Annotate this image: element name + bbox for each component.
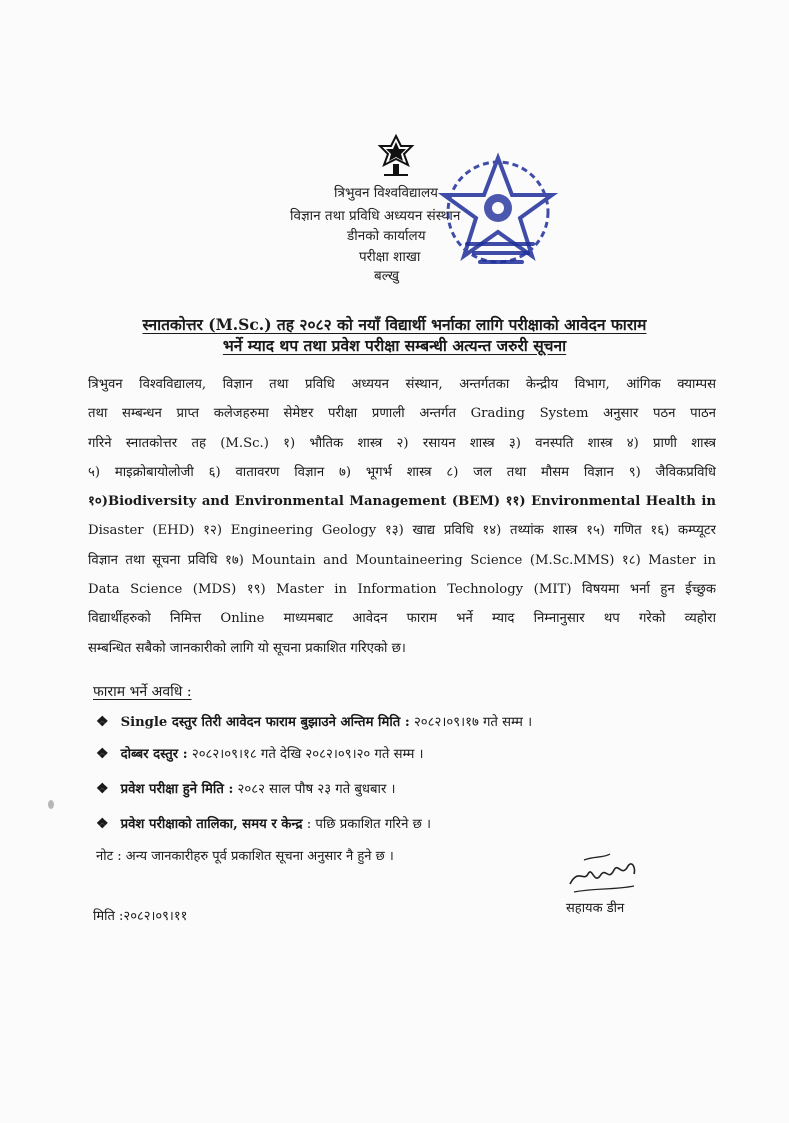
schedule-item-value: २०८२।०९।१७ गते सम्म । — [413, 715, 533, 730]
body-line: १०)Biodiversity and Environmental Management (BEM) ११) Environmental Health in — [88, 494, 716, 510]
signatory-title: सहायक डीन — [566, 901, 625, 916]
schedule-item — [96, 744, 424, 762]
body-line: गरिने स्नातकोत्तर तह (M.Sc.) १) भौतिक शास्त्र २) रसायन शास्त्र ३) वनस्पति शास्त्र ४) प्राणी शास्त्र — [88, 435, 716, 451]
ink-smudge — [48, 800, 54, 809]
university-seal — [430, 150, 565, 280]
notice-title-line-2: भर्ने म्याद थप तथा प्रवेश परीक्षा सम्बन्धी अत्यन्त जरुरी सूचना — [222, 336, 567, 355]
header-location: बल्खु — [374, 268, 400, 284]
signature-icon — [564, 848, 644, 900]
schedule-item-label: प्रवेश परीक्षा हुने मिति : — [120, 782, 234, 797]
body-line: Data Science (MDS) १९) Master in Information Technology (MIT) विषयमा भर्ना हुन ईच्छुक — [88, 582, 716, 598]
schedule-item — [96, 712, 532, 730]
body-line: विद्यार्थीहरुको निमित्त Online माध्यमबाट आवेदन फाराम भर्ने म्याद निम्नानुसार थप गरेको व्यहोरा — [88, 611, 716, 627]
schedule-item — [96, 779, 396, 797]
schedule-item-label: प्रवेश परीक्षाको तालिका, समय र केन्द्र — [120, 817, 303, 832]
note-text: नोट : अन्य जानकारीहरु पूर्व प्रकाशित सूचना अनुसार नै हुने छ । — [96, 849, 394, 864]
body-line: तथा सम्बन्धन प्राप्त कलेजहरुमा सेमेष्टर परीक्षा प्रणाली अन्तर्गत Grading System अनुसार पठन पाठन — [88, 406, 716, 422]
body-line: विज्ञान तथा सूचना प्रविधि १७) Mountain and Mountaineering Science (M.Sc.MMS) १८) Master in — [88, 552, 716, 568]
schedule-item-value: : पछि प्रकाशित गरिने छ । — [306, 817, 432, 832]
header-exam-section: परीक्षा शाखा — [359, 249, 421, 265]
header-dean-office: डीनको कार्यालय — [347, 228, 426, 244]
schedule-item — [96, 814, 431, 832]
body-line: सम्बन्धित सबैको जानकारीको लागि यो सूचना प्रकाशित गरिएको छ। — [88, 640, 406, 656]
schedule-heading: फाराम भर्ने अवधि : — [93, 684, 192, 700]
schedule-item-label: Single दस्तुर तिरी आवेदन फाराम बुझाउने अन्तिम मिति : — [120, 715, 410, 730]
bullet-diamond-icon: ❖ — [96, 781, 109, 797]
schedule-item-value: २०८२ साल पौष २३ गते बुधबार । — [237, 782, 396, 797]
schedule-item-label: दोब्बर दस्तुर : — [120, 747, 188, 762]
bullet-diamond-icon: ❖ — [96, 714, 109, 730]
issue-date: मिति :२०८२।०९।११ — [93, 909, 188, 924]
header-institute: विज्ञान तथा प्रविधि अध्ययन संस्थान — [290, 208, 461, 224]
body-line: ५) माइक्रोबायोलोजी ६) वातावरण विज्ञान ७) भूगर्भ शास्त्र ८) जल तथा मौसम विज्ञान ९) जैविकप्रविधि — [88, 464, 716, 480]
bullet-diamond-icon: ❖ — [96, 816, 109, 832]
header-university: त्रिभुवन विश्वविद्यालय — [334, 185, 438, 201]
tu-emblem-icon — [376, 134, 416, 178]
bullet-diamond-icon: ❖ — [96, 746, 109, 762]
schedule-item-value: २०८२।०९।१८ गते देखि २०८२।०९।२० गते सम्म । — [191, 747, 424, 762]
notice-body — [88, 370, 716, 663]
notice-title-line-1: स्नातकोत्तर (M.Sc.) तह २०८२ को नयाँ विद्यार्थी भर्नाका लागि परीक्षाको आवेदन फाराम — [142, 315, 647, 334]
body-line: Disaster (EHD) १२) Engineering Geology १३) खाद्य प्रविधि १४) तथ्यांक शास्त्र १५) गणित १६) कम्प्यूटर — [88, 523, 716, 539]
body-line: त्रिभुवन विश्वविद्यालय, विज्ञान तथा प्रविधि अध्ययन संस्थान, अन्तर्गतका केन्द्रीय विभाग, आंगिक क्याम्पस — [88, 377, 716, 392]
